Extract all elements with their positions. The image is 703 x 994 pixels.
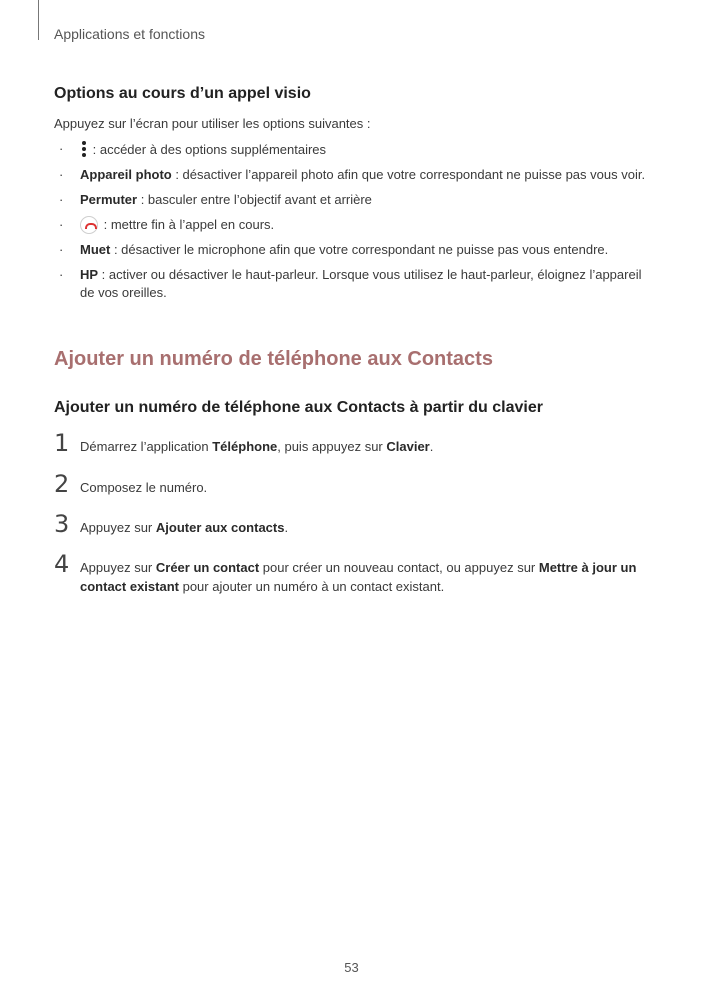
contacts-section-title: Ajouter un numéro de téléphone aux Contacts [54,348,493,370]
step-item [54,429,654,457]
end-call-icon [80,216,98,234]
options-title: Options au cours d’un appel visio [54,85,311,102]
step-text: pour créer un nouveau contact, ou appuyez sur [259,560,539,575]
item-text: : accéder à des options supplémentaires [89,142,327,157]
bullet: · [59,167,64,182]
step-text: . [284,520,289,535]
options-list [54,140,654,309]
item-text: : basculer entre l’objectif avant et arrière [137,192,372,207]
step-text: . [429,439,434,454]
item-text: : mettre fin à l’appel en cours. [100,217,275,232]
step-number: 1 [54,429,70,457]
bullet: · [59,192,64,207]
step-item [54,470,654,498]
bullet: · [59,242,64,257]
running-header: Applications et fonctions [54,26,205,42]
more-options-icon [80,140,88,158]
list-item [54,191,654,209]
contacts-subtitle: Ajouter un numéro de téléphone aux Contacts à partir du clavier [54,399,543,416]
step-text: , puis appuyez sur [277,439,387,454]
item-term: HP [80,267,99,282]
step-term: Créer un contact [155,560,260,575]
item-term: Muet [80,242,111,257]
item-term: Appareil photo [80,167,172,182]
step-text: Appuyez sur [80,520,156,535]
bullet: · [59,141,64,156]
list-item [54,140,654,159]
steps-list [54,429,654,596]
list-item [54,166,654,184]
step-text: Démarrez l’application [80,439,213,454]
step-item [54,510,654,538]
list-item [54,266,654,302]
page-number: 53 [344,960,359,975]
item-text: : activer ou désactiver le haut-parleur. Lorsque vous utilisez le haut-parleur, éloignez l’appareil de vos oreilles. [80,267,642,300]
step-text: Composez le numéro. [80,480,208,495]
step-term: Clavier [386,439,430,454]
item-term: Permuter [80,192,138,207]
step-text: pour ajouter un numéro à un contact existant. [178,579,445,594]
list-item [54,216,654,234]
step-number: 3 [54,510,70,538]
list-item [54,241,654,259]
step-term: Mettre à jour un contact existant [80,560,637,594]
bullet: · [59,267,64,282]
bullet: · [59,217,64,232]
item-text: : désactiver l’appareil photo afin que votre correspondant ne puisse pas vous voir. [171,167,646,182]
options-intro: Appuyez sur l’écran pour utiliser les options suivantes : [54,116,371,131]
step-term: Téléphone [212,439,278,454]
step-text: Appuyez sur [80,560,156,575]
step-number: 4 [54,550,70,578]
item-text: : désactiver le microphone afin que votre correspondant ne puisse pas vous entendre. [110,242,609,257]
step-number: 2 [54,470,70,498]
step-item [54,550,654,596]
step-term: Ajouter aux contacts [155,520,285,535]
header-rule [38,0,39,40]
